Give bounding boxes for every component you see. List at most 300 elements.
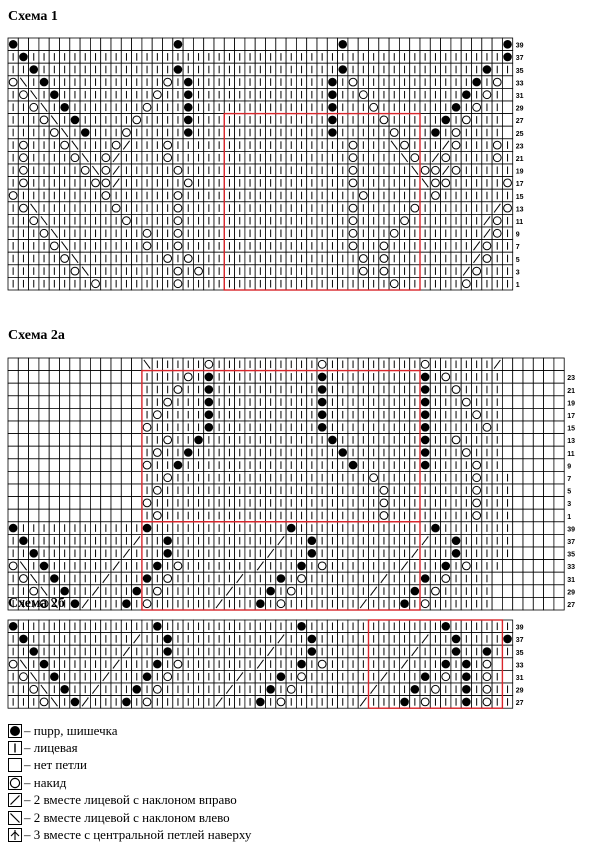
bobble-symbol — [277, 574, 286, 583]
bobble-symbol — [441, 116, 450, 125]
chart-row — [8, 645, 513, 658]
right-slant-icon — [8, 793, 22, 807]
stitch-cell — [18, 459, 28, 472]
bobble-symbol — [338, 448, 347, 457]
legend-label: – 2 вместе лицевой с наклоном влево — [24, 809, 230, 825]
stitch-cell — [121, 421, 131, 434]
stitch-cell — [523, 383, 533, 396]
stitch-cell — [39, 497, 49, 510]
stitch-cell — [101, 396, 111, 409]
stitch-cell — [111, 446, 121, 459]
stitch-cell — [49, 38, 59, 51]
chart-row — [8, 408, 564, 421]
bobble-symbol — [421, 672, 430, 681]
stitch-cell — [80, 408, 90, 421]
stitch-cell — [544, 371, 554, 384]
stitch-cell — [523, 446, 533, 459]
legend-label: – 3 вместе с центральной петлей наверху — [24, 827, 252, 843]
stitch-cell — [224, 38, 234, 51]
stitch-cell — [502, 408, 512, 421]
row-number-label: 1 — [567, 513, 572, 521]
stitch-cell — [544, 585, 554, 598]
row-number-label: 37 — [515, 55, 524, 63]
bobble-symbol — [308, 536, 317, 545]
stitch-cell — [554, 597, 564, 610]
stitch-cell — [255, 38, 265, 51]
stitch-cell — [523, 547, 533, 560]
bobble-symbol — [205, 410, 214, 419]
stitch-cell — [523, 509, 533, 522]
stitch-cell — [111, 371, 121, 384]
legend-label: – 2 вместе лицевой с наклоном вправо — [24, 792, 237, 808]
stitch-cell — [533, 572, 543, 585]
chart-row — [8, 696, 513, 709]
stitch-cell — [235, 38, 245, 51]
bobble-symbol — [421, 398, 430, 407]
stitch-cell — [204, 38, 214, 51]
stitch-cell — [8, 358, 18, 371]
stitch-cell — [533, 547, 543, 560]
stitch-cell — [430, 38, 440, 51]
stitch-cell — [513, 560, 523, 573]
stitch-cell — [18, 383, 28, 396]
stitch-cell — [90, 396, 100, 409]
bobble-symbol — [71, 599, 80, 608]
stitch-cell — [111, 38, 121, 51]
stitch-cell — [132, 371, 142, 384]
bobble-symbol — [318, 423, 327, 432]
stitch-cell — [111, 471, 121, 484]
stitch-cell — [513, 534, 523, 547]
stitch-cell — [523, 572, 533, 585]
stitch-cell — [502, 101, 512, 114]
bobble-symbol — [143, 672, 152, 681]
chart-row — [8, 114, 513, 127]
stitch-cell — [533, 421, 543, 434]
stitch-cell — [49, 509, 59, 522]
stitch-cell — [18, 408, 28, 421]
stitch-grid — [8, 358, 564, 610]
stitch-cell — [8, 383, 18, 396]
chart-row — [8, 38, 513, 51]
stitch-cell — [49, 446, 59, 459]
stitch-cell — [8, 497, 18, 510]
row-number-label: 19 — [515, 168, 524, 176]
row-number-label: 39 — [515, 42, 524, 50]
stitch-cell — [80, 509, 90, 522]
stitch-cell — [544, 446, 554, 459]
stitch-cell — [101, 509, 111, 522]
stitch-cell — [245, 38, 255, 51]
stitch-cell — [554, 547, 564, 560]
stitch-cell — [18, 358, 28, 371]
bobble-symbol — [194, 436, 203, 445]
stitch-cell — [533, 522, 543, 535]
stitch-cell — [18, 484, 28, 497]
chart-row — [8, 101, 513, 114]
bobble-symbol — [266, 587, 275, 596]
stitch-cell — [80, 383, 90, 396]
legend-item-k3tog-center — [8, 826, 251, 843]
stitch-cell — [121, 434, 131, 447]
bobble-symbol — [9, 622, 18, 631]
stitch-cell — [554, 522, 564, 535]
stitch-cell — [60, 38, 70, 51]
stitch-cell — [18, 471, 28, 484]
stitch-cell — [132, 509, 142, 522]
stitch-cell — [523, 560, 533, 573]
row-number-label: 19 — [567, 400, 575, 408]
bobble-symbol — [462, 685, 471, 694]
stitch-cell — [132, 408, 142, 421]
row-number-label: 31 — [515, 675, 524, 682]
stitch-cell — [80, 497, 90, 510]
stitch-cell — [513, 585, 523, 598]
row-number-label: 25 — [515, 130, 524, 138]
chart-row — [8, 126, 513, 139]
chart-row — [8, 572, 564, 585]
bobble-symbol — [441, 660, 450, 669]
bobble-symbol — [205, 423, 214, 432]
chart-row — [8, 484, 564, 497]
chart-row — [8, 509, 564, 522]
bobble-symbol — [441, 622, 450, 631]
stitch-cell — [554, 434, 564, 447]
row-number-label: 7 — [515, 244, 520, 252]
stitch-cell — [502, 88, 512, 101]
stitch-cell — [348, 38, 358, 51]
stitch-cell — [101, 371, 111, 384]
row-number-label: 13 — [567, 438, 575, 446]
bobble-symbol — [50, 90, 59, 99]
stitch-cell — [389, 38, 399, 51]
stitch-cell — [29, 446, 39, 459]
stitch-cell — [554, 497, 564, 510]
stitch-cell — [533, 534, 543, 547]
stitch-cell — [523, 471, 533, 484]
stitch-cell — [121, 471, 131, 484]
scheme-2b-title: Схема 2б — [8, 596, 65, 611]
stitch-cell — [523, 497, 533, 510]
legend-label: – пupp, шишечка — [24, 722, 118, 738]
stitch-cell — [39, 371, 49, 384]
row-number-label: 29 — [515, 105, 524, 113]
bobble-symbol — [9, 40, 18, 49]
row-number-label: 27 — [515, 118, 524, 126]
yarn-over-icon — [8, 776, 22, 790]
stitch-cell — [60, 446, 70, 459]
stitch-cell — [513, 408, 523, 421]
stitch-cell — [513, 471, 523, 484]
stitch-cell — [533, 471, 543, 484]
stitch-cell — [60, 497, 70, 510]
stitch-cell — [70, 434, 80, 447]
bobble-symbol — [421, 410, 430, 419]
bobble-symbol — [60, 685, 69, 694]
bobble-symbol — [411, 685, 420, 694]
stitch-cell — [502, 396, 512, 409]
stitch-cell — [296, 38, 306, 51]
stitch-cell — [379, 38, 389, 51]
stitch-cell — [132, 38, 142, 51]
stitch-cell — [111, 484, 121, 497]
stitch-cell — [544, 509, 554, 522]
legend-item-yarn-over — [8, 774, 251, 791]
stitch-cell — [533, 509, 543, 522]
stitch-cell — [70, 408, 80, 421]
chart-row — [8, 177, 513, 190]
bobble-symbol — [71, 116, 80, 125]
bobble-symbol — [266, 685, 275, 694]
stitch-cell — [121, 408, 131, 421]
stitch-cell — [533, 434, 543, 447]
stitch-cell — [29, 383, 39, 396]
legend-item-k2tog-right — [8, 792, 251, 809]
stitch-cell — [152, 38, 162, 51]
bobble-symbol — [205, 373, 214, 382]
legend-label: – лицевая — [24, 740, 78, 756]
chart-row — [8, 139, 513, 152]
bobble-symbol — [40, 660, 49, 669]
chart-row — [8, 585, 564, 598]
stitch-cell — [70, 421, 80, 434]
stitch-cell — [544, 358, 554, 371]
stitch-cell — [492, 658, 502, 671]
stitch-cell — [29, 497, 39, 510]
stitch-cell — [554, 358, 564, 371]
stitch-cell — [80, 358, 90, 371]
stitch-cell — [513, 522, 523, 535]
bobble-symbol — [40, 562, 49, 571]
stitch-cell — [523, 421, 533, 434]
stitch-cell — [18, 446, 28, 459]
stitch-cell — [8, 421, 18, 434]
chart-row — [8, 227, 513, 240]
stitch-cell — [410, 38, 420, 51]
stitch-cell — [533, 383, 543, 396]
stitch-cell — [502, 358, 512, 371]
stitch-cell — [554, 572, 564, 585]
row-number-label: 29 — [567, 589, 575, 597]
chart-row — [8, 358, 564, 371]
stitch-cell — [533, 484, 543, 497]
bobble-symbol — [452, 536, 461, 545]
stitch-cell — [502, 459, 512, 472]
bobble-symbol — [318, 385, 327, 394]
stitch-cell — [441, 38, 451, 51]
stitch-cell — [513, 421, 523, 434]
stitch-cell — [523, 396, 533, 409]
stitch-cell — [533, 396, 543, 409]
stitch-cell — [193, 38, 203, 51]
stitch-cell — [101, 408, 111, 421]
stitch-cell — [29, 434, 39, 447]
bobble-symbol — [483, 65, 492, 74]
row-number-label: 17 — [515, 181, 524, 189]
bobble-symbol — [60, 103, 69, 112]
stitch-cell — [29, 509, 39, 522]
stitch-cell — [121, 371, 131, 384]
stitch-cell — [533, 597, 543, 610]
stitch-cell — [49, 471, 59, 484]
scheme-1-title: Схема 1 — [8, 9, 58, 24]
stitch-cell — [70, 459, 80, 472]
row-number-label: 1 — [515, 282, 520, 289]
stitch-cell — [132, 471, 142, 484]
legend-item-bobble — [8, 722, 251, 739]
stitch-cell — [482, 38, 492, 51]
stitch-cell — [132, 459, 142, 472]
stitch-cell — [214, 38, 224, 51]
bobble-symbol — [421, 423, 430, 432]
stitch-cell — [29, 471, 39, 484]
bobble-symbol — [174, 65, 183, 74]
bobble-symbol — [174, 461, 183, 470]
empty-square-icon — [8, 758, 22, 772]
chart-row — [8, 371, 564, 384]
stitch-cell — [554, 471, 564, 484]
stitch-cell — [18, 497, 28, 510]
bobble-symbol — [308, 549, 317, 558]
bobble-symbol — [503, 635, 512, 644]
stitch-cell — [60, 358, 70, 371]
stitch-cell — [544, 597, 554, 610]
row-number-label: 15 — [515, 193, 524, 201]
stitch-cell — [70, 396, 80, 409]
stitch-cell — [101, 497, 111, 510]
stitch-cell — [451, 38, 461, 51]
row-number-label: 23 — [515, 143, 524, 151]
bobble-symbol — [308, 635, 317, 644]
legend — [8, 722, 251, 844]
stitch-cell — [101, 459, 111, 472]
stitch-cell — [544, 497, 554, 510]
bobble-symbol — [50, 672, 59, 681]
stitch-cell — [18, 434, 28, 447]
scheme-2b-chart — [8, 620, 588, 708]
chart-row — [8, 265, 513, 278]
stitch-cell — [101, 358, 111, 371]
bobble-symbol — [163, 536, 172, 545]
stitch-cell — [39, 509, 49, 522]
bobble-symbol — [163, 647, 172, 656]
bobble-symbol — [462, 672, 471, 681]
stitch-cell — [554, 446, 564, 459]
stitch-cell — [533, 585, 543, 598]
center-decrease-icon — [8, 828, 22, 842]
stitch-cell — [60, 383, 70, 396]
chart-row — [8, 189, 513, 202]
bobble-symbol — [452, 103, 461, 112]
stitch-cell — [8, 446, 18, 459]
bobble-symbol — [163, 635, 172, 644]
bobble-symbol — [421, 461, 430, 470]
stitch-cell — [60, 434, 70, 447]
stitch-cell — [533, 371, 543, 384]
stitch-cell — [111, 434, 121, 447]
chart-row — [8, 88, 513, 101]
stitch-cell — [18, 396, 28, 409]
stitch-cell — [111, 358, 121, 371]
legend-item-knit — [8, 739, 251, 756]
stitch-cell — [39, 471, 49, 484]
stitch-cell — [461, 38, 471, 51]
bobble-symbol — [441, 562, 450, 571]
stitch-cell — [18, 38, 28, 51]
stitch-cell — [523, 371, 533, 384]
stitch-cell — [502, 585, 512, 598]
row-number-label: 3 — [515, 269, 520, 277]
stitch-cell — [90, 371, 100, 384]
stitch-cell — [70, 371, 80, 384]
stitch-cell — [513, 459, 523, 472]
bobble-symbol — [318, 373, 327, 382]
row-number-label: 17 — [567, 413, 575, 420]
bobble-symbol — [60, 587, 69, 596]
bobble-symbol — [132, 587, 141, 596]
chart-row — [8, 383, 564, 396]
stitch-cell — [121, 446, 131, 459]
row-number-label: 35 — [515, 649, 524, 657]
stitch-cell — [544, 396, 554, 409]
stitch-cell — [39, 421, 49, 434]
bobble-symbol — [452, 635, 461, 644]
stitch-cell — [39, 484, 49, 497]
stitch-cell — [399, 38, 409, 51]
chart-row — [8, 658, 513, 671]
stitch-cell — [544, 572, 554, 585]
stitch-cell — [327, 38, 337, 51]
stitch-cell — [513, 371, 523, 384]
bobble-symbol — [297, 622, 306, 631]
stitch-cell — [60, 484, 70, 497]
chart-row — [8, 560, 564, 573]
stitch-cell — [121, 484, 131, 497]
stitch-cell — [90, 408, 100, 421]
bobble-symbol — [19, 53, 28, 62]
row-number-label: 31 — [567, 576, 575, 584]
legend-item-k2tog-left — [8, 809, 251, 826]
bobble-symbol — [29, 549, 38, 558]
chart-row — [8, 633, 513, 646]
bobble-symbol — [297, 562, 306, 571]
row-number-label: 11 — [515, 219, 524, 226]
stitch-cell — [121, 459, 131, 472]
stitch-cell — [8, 484, 18, 497]
bobble-symbol — [40, 78, 49, 87]
stitch-cell — [18, 421, 28, 434]
stitch-cell — [39, 434, 49, 447]
bobble-symbol — [256, 599, 265, 608]
row-number-label: 7 — [567, 476, 572, 483]
stitch-cell — [554, 396, 564, 409]
stitch-cell — [70, 484, 80, 497]
stitch-cell — [49, 371, 59, 384]
stitch-cell — [533, 408, 543, 421]
stitch-cell — [513, 446, 523, 459]
row-number-label: 15 — [567, 425, 575, 433]
stitch-cell — [90, 471, 100, 484]
stitch-cell — [60, 396, 70, 409]
row-number-label: 13 — [515, 206, 524, 214]
row-number-label: 37 — [515, 637, 524, 645]
bobble-symbol — [153, 660, 162, 669]
stitch-cell — [544, 484, 554, 497]
stitch-cell — [90, 434, 100, 447]
stitch-cell — [132, 421, 142, 434]
stitch-cell — [492, 597, 502, 610]
chart-row — [8, 252, 513, 265]
